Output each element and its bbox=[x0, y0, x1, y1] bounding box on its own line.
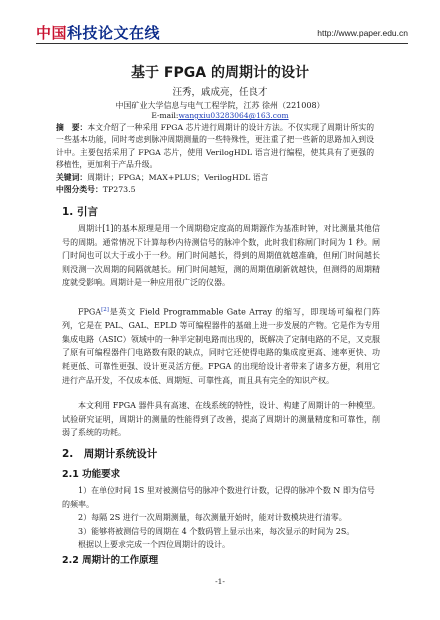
header-rule bbox=[36, 43, 408, 44]
section-1-paragraph-3: 本文利用 FPGA 器件具有高速、在线系统的特性，设计、构建了周期计的一种模型。试验研究证明，周期计的测量的性能得到了改善，提高了周期计的测量精度和可靠性，削弱了系统的功耗。 bbox=[62, 401, 380, 438]
page-header bbox=[36, 22, 408, 44]
site-url[interactable]: http://www.paper.edu.cn bbox=[317, 28, 408, 38]
email-label: E-mail: bbox=[151, 111, 179, 120]
section-1-heading: 1. 引言 bbox=[62, 206, 98, 218]
abstract-text: 本文介绍了一种采用 FPGA 芯片进行周期计的设计方法。不仅实现了周期计所实的一些基本功能，同时考虑到脉冲周期测量的一些特殊性，更注重了把一些新的思路加入到设计中。主要包括采用了 FPGA 芯片，使用 VerilogHDL 语言进行编程，使其具有了更强的移植性，更加利于产品升级。 bbox=[56, 123, 375, 170]
logo-part-1: 中国 bbox=[36, 24, 68, 42]
abstract bbox=[56, 122, 374, 172]
reference-2[interactable]: [2] bbox=[101, 307, 109, 313]
list-item: 根据以上要求完成一个四位周期计的设计。 bbox=[78, 540, 230, 550]
keywords-text: 周期计；FPGA；MAX+PLUS；VerilogHDL 语言 bbox=[87, 173, 269, 182]
paragraph-2-body: 是英文 Field Programmable Gate Array 的缩写，即现场可编程门阵列，它是在 PAL、GAL、EPLD 等可编程器件的基础上进一步发展的产物。它是作为专用集成电路（ASIC）领域中的一种半定制电路而出现的，既解决了定制电路的不足，又克服了原有可编程器件门电路数有限的缺点，同时它还使得电路的集成度更高、速率更快、功耗更低、可靠性更强、设计更灵活方便。FPGA 的出现给设计者带来了诸多方便，利用它进行产品开发，不仅成本低、周期短、可靠性高，而且具有完全的知识产权。 bbox=[62, 307, 380, 385]
section-2-1-heading: 2.1 功能要求 bbox=[62, 469, 121, 480]
list-item: 2）每隔 2S 进行一次周期测量，每次测量开始时，能对计数模块进行清零。 bbox=[78, 513, 347, 523]
clc-label: 中图分类号： bbox=[56, 185, 103, 194]
site-logo[interactable] bbox=[36, 22, 160, 43]
fpga-term: FPGA bbox=[78, 307, 102, 317]
list-item: 3）能够将被测信号的周期在 4 个数码管上显示出来，每次显示的时间为 2S。 bbox=[78, 526, 355, 536]
list-item: 1）在单位时间 1S 里对被测信号的脉冲个数进行计数，记得的脉冲个数 N 即为信号的频率。 bbox=[62, 486, 375, 509]
section-2-2-heading: 2.2 周期计的工作原理 bbox=[62, 555, 159, 566]
section-2-heading: 2. 周期计系统设计 bbox=[62, 448, 158, 460]
section-1-paragraph-1: 周期计[1]的基本原理是用一个周期稳定度高的周期源作为基准时钟，对比测量其他信号的周期。通常情况下计算每秒内待测信号的脉冲个数，此时我们称闸门时间为 1 秒。闸门时间也可以大于或小于一秒。闸门时间越长，得到的周期值就越准确，但闸门时间越长则没测一次周期的间隔就越长。闸门时间越短，测的周期值刷新就越快，但测得的周期精度就受影响。周期计是一种应用很广泛的仪器。 bbox=[62, 224, 380, 288]
paper-affiliation: 中国矿业大学信息与电气工程学院，江苏 徐州（221008） bbox=[115, 101, 325, 110]
logo-part-2: 科技论文在线 bbox=[67, 24, 161, 42]
section-1-paragraph-2 bbox=[62, 304, 380, 387]
requirements-list bbox=[62, 484, 380, 552]
paper-email-line bbox=[0, 111, 440, 120]
paper-authors: 汪秀，戚成亮，任良才 bbox=[172, 87, 268, 98]
page-number: -1- bbox=[215, 577, 225, 586]
abstract-label: 摘 要： bbox=[56, 123, 88, 132]
keywords bbox=[56, 172, 386, 183]
classification-number bbox=[56, 184, 386, 195]
clc-value: TP273.5 bbox=[102, 185, 136, 194]
paper-title: 基于 FPGA 的周期计的设计 bbox=[131, 65, 309, 81]
keywords-label: 关键词： bbox=[56, 173, 88, 182]
email-link[interactable]: wangxiu03283064@163.com bbox=[178, 111, 289, 120]
